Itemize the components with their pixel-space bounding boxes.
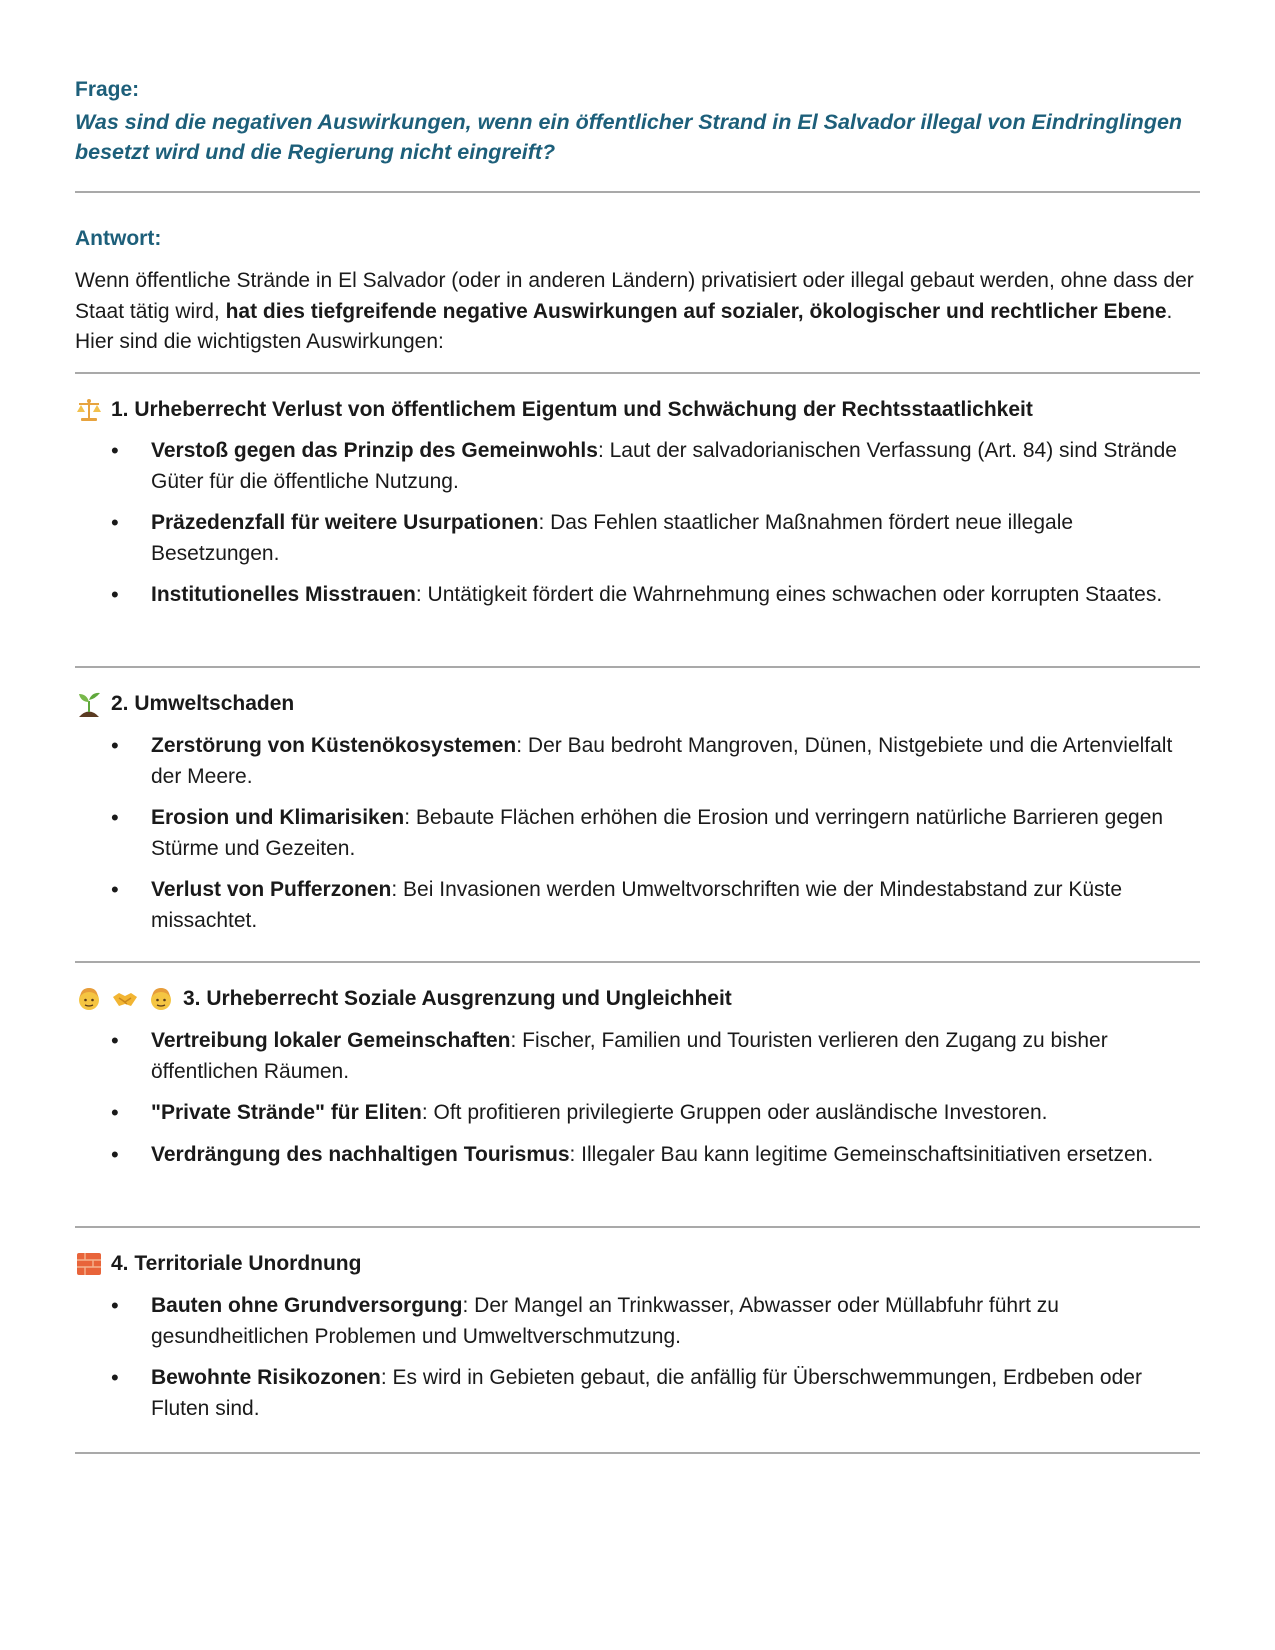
item-term: Institutionelles Misstrauen — [151, 583, 416, 606]
bullet-list-2 — [75, 731, 1200, 947]
person-icon — [75, 985, 103, 1013]
list-item — [75, 436, 1200, 497]
intro-text: Wenn öffentliche Strände in El Salvador (oder in anderen Ländern) privatisiert oder illegal gebaut werden, ohne dass der Staat tätig wird, — [75, 269, 1194, 323]
divider — [75, 1452, 1200, 1454]
divider — [75, 372, 1200, 374]
section-heading: 3. Urheberrecht Soziale Ausgrenzung und Ungleichheit — [183, 987, 732, 1010]
divider — [75, 191, 1200, 193]
list-item — [75, 1026, 1200, 1087]
list-item — [75, 1291, 1200, 1352]
person-icon — [147, 985, 175, 1013]
list-item — [75, 803, 1200, 864]
item-term: Verlust von Pufferzonen — [151, 878, 392, 901]
section-title-4 — [75, 1250, 361, 1278]
section-heading: 1. Urheberrecht Verlust von öffentlichem Eigentum und Schwächung der Rechtsstaatlichkeit — [111, 398, 1033, 421]
item-text: : Bebaute Flächen erhöhen die Erosion und verringern natürliche Barrieren gegen Stürme und Gezeiten. — [151, 806, 1164, 860]
item-term: Vertreibung lokaler Gemeinschaften — [151, 1029, 511, 1052]
question-text: Was sind die negativen Auswirkungen, wenn ein öffentlicher Strand in El Salvador illegal von Eindringlingen besetzt wird und die Regierung nicht eingreift? — [75, 110, 1183, 164]
bullet-list-4 — [75, 1291, 1200, 1435]
list-item — [75, 508, 1200, 569]
item-text: : Oft profitieren privilegierte Gruppen oder ausländische Investoren. — [421, 1101, 1048, 1124]
list-item — [75, 580, 1200, 611]
item-term: Verstoß gegen das Prinzip des Gemeinwohls — [151, 439, 598, 462]
intro-bold-text: hat dies tiefgreifende negative Auswirkungen auf sozialer, ökologischer und rechtlicher Ebene — [225, 299, 1167, 323]
answer-label: Antwort: — [75, 227, 162, 250]
section-title-2 — [75, 690, 294, 718]
item-text: : Es wird in Gebieten gebaut, die anfällig für Überschwemmungen, Erdbeben oder Fluten sind. — [151, 1366, 1142, 1420]
answer-intro — [75, 266, 1200, 358]
brick-icon — [75, 1250, 103, 1278]
list-item — [75, 1140, 1200, 1171]
divider — [75, 666, 1200, 668]
seedling-icon — [75, 690, 103, 718]
section-title-1 — [75, 396, 1033, 424]
item-term: Zerstörung von Küstenökosystemen — [151, 734, 517, 757]
list-item — [75, 875, 1200, 936]
list-item — [75, 731, 1200, 792]
divider — [75, 1226, 1200, 1228]
item-text: : Illegaler Bau kann legitime Gemeinschaftsinitiativen ersetzen. — [569, 1142, 1154, 1166]
balance-scale-icon — [75, 396, 103, 424]
divider — [75, 961, 1200, 963]
item-term: "Private Strände" für Eliten — [151, 1101, 422, 1124]
item-term: Verdrängung des nachhaltigen Tourismus — [151, 1142, 570, 1166]
list-item — [75, 1098, 1200, 1129]
bullet-list-3 — [75, 1026, 1200, 1181]
section-heading: 4. Territoriale Unordnung — [111, 1252, 362, 1275]
item-text: : Bei Invasionen werden Umweltvorschriften wie der Mindestabstand zur Küste missachtet. — [151, 878, 1123, 932]
item-text: : Untätigkeit fördert die Wahrnehmung eines schwachen oder korrupten Staates. — [415, 583, 1163, 606]
intro-text-end: . Hier sind die wichtigsten Auswirkungen: — [75, 299, 1173, 353]
item-term: Bewohnte Risikozonen — [151, 1366, 381, 1389]
section-heading: 2. Umweltschaden — [111, 692, 295, 715]
item-text: : Das Fehlen staatlicher Maßnahmen fördert neue illegale Besetzungen. — [151, 511, 1074, 565]
item-text: : Laut der salvadorianischen Verfassung (Art. 84) sind Strände Güter für die öffentliche Nutzung. — [151, 439, 1177, 493]
item-term: Präzedenzfall für weitere Usurpationen — [151, 511, 539, 534]
section-title-3 — [75, 985, 732, 1013]
handshake-icon — [111, 985, 139, 1013]
item-term: Erosion und Klimarisiken — [151, 806, 405, 829]
item-term: Bauten ohne Grundversorgung — [151, 1294, 463, 1317]
list-item — [75, 1363, 1200, 1424]
item-text: : Der Bau bedroht Mangroven, Dünen, Nistgebiete und die Artenvielfalt der Meere. — [151, 734, 1173, 788]
item-text: : Der Mangel an Trinkwasser, Abwasser oder Müllabfuhr führt zu gesundheitlichen Problemen und Umweltverschmutzung. — [151, 1294, 1059, 1348]
question-label: Frage: — [75, 78, 140, 101]
bullet-list-1 — [75, 436, 1200, 622]
item-text: : Fischer, Familien und Touristen verlieren den Zugang zu bisher öffentlichen Räumen. — [151, 1029, 1108, 1083]
